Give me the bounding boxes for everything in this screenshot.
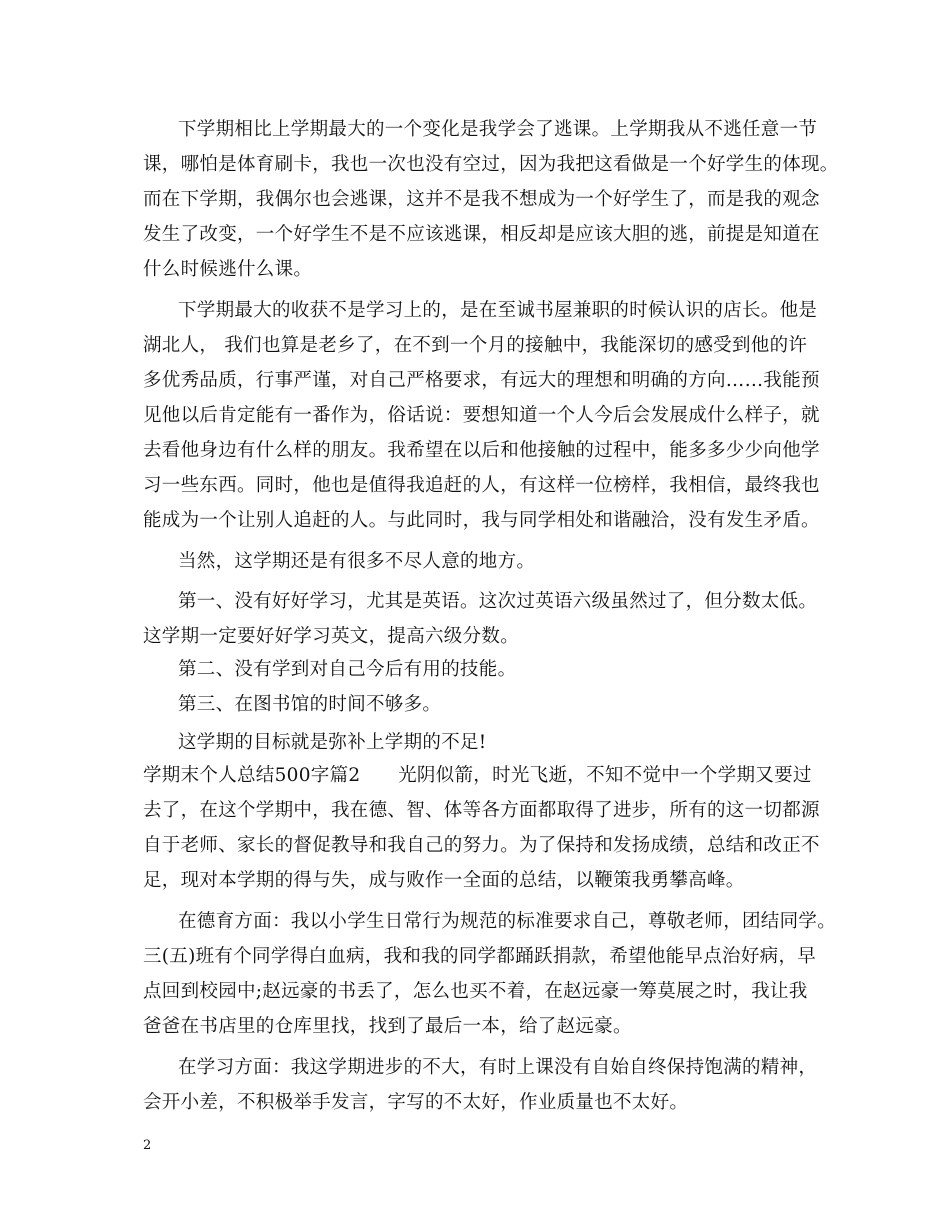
text-line: 第三、在图书馆的时间不够多。 <box>178 694 442 715</box>
text-line: 三(五)班有个同学得白血病，我和我的同学都踊跃捐款，希望他能早点治好病，早 <box>143 946 817 967</box>
text-line: 在学习方面：我这学期进步的不大，有时上课没有自始自终保持饱满的精神， <box>178 1057 818 1078</box>
text-line: 当然，这学期还是有很多不尽人意的地方。 <box>178 551 536 572</box>
text-line: 会开小差，不积极举手发言，字写的不太好，作业质量也不太好。 <box>143 1092 689 1113</box>
text-line: 习一些东西。同时，他也是值得我追赶的人，有这样一位榜样，我相信，最终我也 <box>143 475 820 496</box>
text-line: 而在下学期，我偶尔也会逃课，这并不是我不想成为一个好学生了，而是我的观念 <box>143 189 820 210</box>
text-line: 爸爸在书店里的仓库里找，找到了最后一本，给了赵远豪。 <box>143 1016 632 1037</box>
text-line: 去看他身边有什么样的朋友。我希望在以后和他接触的过程中，能多多少少向他学 <box>143 440 820 461</box>
text-line: 去了，在这个学期中，我在德、智、体等各方面都取得了进步，所有的这一切都源 <box>143 800 820 821</box>
text-line: 湖北人， 我们也算是老乡了，在不到一个月的接触中，我能深切的感受到他的许 <box>143 335 808 356</box>
text-line: 下学期相比上学期最大的一个变化是我学会了逃课。上学期我从不逃任意一节 <box>178 119 818 140</box>
text-line: 足，现对本学期的得与失，成与败作一全面的总结，以鞭策我勇攀高峰。 <box>143 870 745 891</box>
page-number: 2 <box>143 1138 152 1153</box>
text-line: 在德育方面：我以小学生日常行为规范的标准要求自己，尊敬老师，团结同学。 <box>178 911 837 932</box>
text-line: 第二、没有学到对自己今后有用的技能。 <box>178 659 517 680</box>
text-line: 点回到校园中;赵远豪的书丢了，怎么也买不着，在赵远豪一筹莫展之时，我让我 <box>143 981 808 1002</box>
text-line: 多优秀品质，行事严谨，对自己严格要求，有远大的理想和明确的方向……我能预 <box>143 370 820 391</box>
text-line: 什么时候逃什么课。 <box>143 259 313 280</box>
text-line: 见他以后肯定能有一番作为，俗话说：要想知道一个人今后会发展成什么样子，就 <box>143 405 820 426</box>
text-line: 这学期的目标就是弥补上学期的不足! <box>178 732 487 753</box>
text-line: 课，哪怕是体育刷卡，我也一次也没有空过，因为我把这看做是一个好学生的体现。 <box>143 154 839 175</box>
text-line: 学期末个人总结500字篇2 光阴似箭，时光飞逝，不知不觉中一个学期又要过 <box>143 765 812 786</box>
text-line: 发生了改变，一个好学生不是不应该逃课，相反却是应该大胆的逃，前提是知道在 <box>143 224 820 245</box>
text-line: 第一、没有好好学习，尤其是英语。这次过英语六级虽然过了，但分数太低。 <box>178 591 818 612</box>
text-line: 能成为一个让别人追赶的人。与此同时，我与同学相处和谐融洽，没有发生矛盾。 <box>143 510 820 531</box>
text-line: 自于老师、家长的督促教导和我自己的努力。为了保持和发扬成绩，总结和改正不 <box>143 835 820 856</box>
text-line: 下学期最大的收获不是学习上的，是在至诚书屋兼职的时候认识的店长。他是 <box>178 300 818 321</box>
text-line: 这学期一定要好好学习英文，提高六级分数。 <box>143 626 520 647</box>
